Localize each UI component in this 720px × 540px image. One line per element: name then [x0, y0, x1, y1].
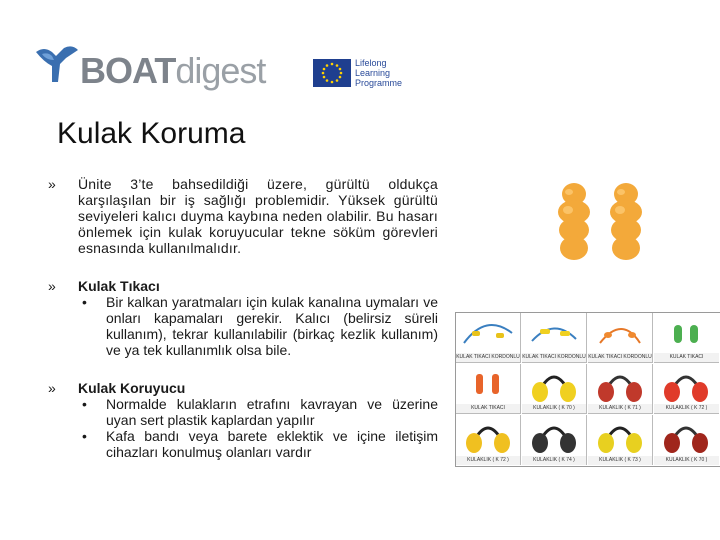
- ear-plug-item: [78, 294, 438, 358]
- product-caption: KULAKLIK ( K 70 ): [654, 456, 719, 465]
- item-bullet: •: [82, 294, 87, 310]
- product-cell: [456, 313, 521, 363]
- corded-earplug-icon: [456, 313, 521, 354]
- product-cell: [522, 415, 587, 465]
- ear-muff-section: [48, 380, 438, 460]
- product-caption: KULAKLIK ( K 72 ): [456, 456, 520, 465]
- ear-muff-item: [78, 396, 438, 428]
- ear-plug-heading: Kulak Tıkacı: [78, 278, 160, 294]
- hearing-protection-products-grid: [455, 312, 720, 467]
- llp-line-2: Learning: [355, 68, 391, 78]
- ear-plug-item-text: Bir kalkan yaratmaları için kulak kanalına uymaları ve onları kapamaları gerekir. Kalıcı (belirsiz süreli kullanım), tekrar kullanılabilir (birkaç kezlik kullanım) ve ya tek kullanımlık olsa bile.: [106, 294, 438, 358]
- earmuff-icon: [654, 364, 719, 405]
- ear-muff-heading: Kulak Koruyucu: [78, 380, 186, 396]
- content-body: [48, 176, 438, 460]
- product-caption: KULAKLIK ( K 73 ): [588, 456, 652, 465]
- product-caption: KULAKLIK ( K 72 ): [654, 404, 719, 413]
- llp-line-3: Programme: [355, 78, 403, 88]
- earmuff-icon: [456, 415, 521, 456]
- product-caption: KULAK TIKACI KORDONLU: [456, 354, 520, 360]
- ear-muff-item: [78, 428, 438, 460]
- item-bullet: •: [82, 428, 87, 444]
- section-bullet: »: [48, 380, 56, 396]
- product-caption: KULAK TIKACI: [456, 404, 520, 413]
- product-cell: [522, 313, 587, 363]
- product-cell: [456, 415, 521, 465]
- section-bullet: »: [48, 176, 56, 192]
- llp-line-1: Lifelong: [355, 58, 387, 68]
- product-caption: KULAKLIK ( K 70 ): [522, 404, 586, 413]
- product-caption: KULAKLIK ( K 71 ): [588, 404, 652, 413]
- product-cell: [654, 364, 719, 414]
- intro-section: [48, 176, 438, 256]
- earmuff-icon: [522, 364, 587, 405]
- product-cell: [588, 415, 653, 465]
- product-cell: [456, 364, 521, 414]
- section-bullet: »: [48, 278, 56, 294]
- ear-muff-item-text: Kafa bandı veya barete eklektik ve içine iletişim cihazları konulmuş olanları vardır: [106, 428, 438, 460]
- product-caption: KULAK TIKACI: [654, 353, 719, 362]
- product-caption: KULAK TIKACI KORDONLU: [522, 354, 586, 360]
- ear-muff-item-text: Normalde kulakların etrafını kavrayan ve üzerine uyan sert plastik kaplardan yapılır: [106, 396, 438, 428]
- product-cell: [654, 313, 719, 363]
- earmuff-icon: [654, 415, 719, 456]
- item-bullet: •: [82, 396, 87, 412]
- product-cell: [654, 415, 719, 465]
- earmuff-icon: [522, 415, 587, 456]
- boatdigest-logo: [80, 50, 265, 92]
- product-caption: KULAKLIK ( K 74 ): [522, 456, 586, 465]
- lifelong-learning-programme-label: [355, 58, 415, 88]
- corded-earplug-icon: [522, 313, 587, 354]
- earmuff-icon: [588, 364, 653, 405]
- page-title: Kulak Koruma: [57, 117, 246, 150]
- earmuff-icon: [588, 415, 653, 456]
- ear-plug-section: [48, 278, 438, 358]
- product-cell: [588, 364, 653, 414]
- corded-earplug-icon: [588, 313, 653, 354]
- intro-paragraph: Ünite 3’te bahsedildiği üzere, gürültü oldukça karşılaşılan bir iş sağlığı problemidir. Yüksek gürültü seviyeleri kalıcı duyma kaybına neden olabilir. Bu hasarı önlemek için kulak koruyucular tekne söküm görevleri esnasında kullanılmalıdır.: [78, 176, 438, 256]
- product-cell: [588, 313, 653, 363]
- logo-boat-text: BOAT: [80, 50, 176, 91]
- boat-logo-icon: [34, 44, 80, 84]
- product-caption: KULAK TIKACI KORDONLU: [588, 354, 652, 360]
- product-cell: [522, 364, 587, 414]
- logo-digest-text: digest: [175, 50, 266, 91]
- earplug-icon: [456, 364, 521, 405]
- earplug-icon: [654, 313, 719, 354]
- eu-flag-icon: [313, 59, 351, 87]
- earplugs-image: [548, 180, 658, 264]
- header: [0, 0, 720, 108]
